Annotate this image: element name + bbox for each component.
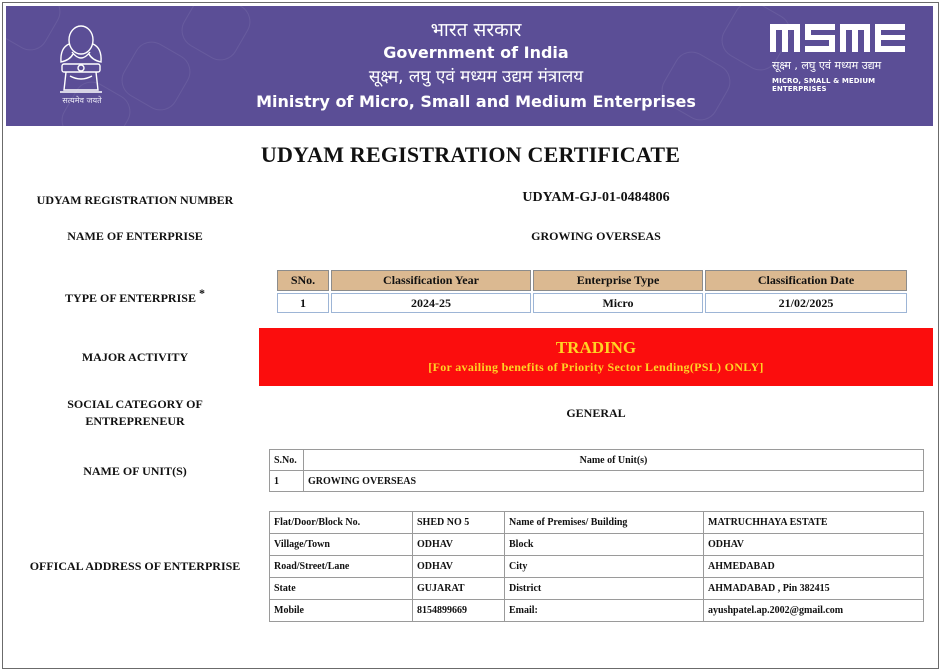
table-row [270,512,924,534]
col-units-sno: S.No. [270,450,304,471]
table-row [270,578,924,600]
classification-header-row [277,270,907,291]
col-units-name: Name of Unit(s) [304,450,924,471]
address-field-value: AHMADABAD , Pin 382415 [704,578,924,600]
major-activity-value: TRADING [555,338,637,357]
cell-unit-sno: 1 [270,471,304,492]
govt-of-india-title: Government of India [383,43,569,62]
address-field-value: MATRUCHHAYA ESTATE [704,512,924,534]
cell-classification-year: 2024-25 [331,293,531,313]
units-header-row [270,450,924,471]
address-label: OFFICAL ADDRESS OF ENTERPRISE [29,559,241,573]
type-asterisk: * [198,286,205,300]
address-field-label: Mobile [270,600,413,622]
type-of-enterprise-label [20,285,250,307]
address-field-value: 8154899669 [413,600,505,622]
major-activity-note: [For availing benefits of Priority Sector Lending(PSL) ONLY] [428,360,764,374]
address-field-label: Road/Street/Lane [270,556,413,578]
col-enterprise-type: Enterprise Type [533,270,703,291]
cell-enterprise-type: Micro [533,293,703,313]
banner-title [236,18,716,114]
table-row [270,534,924,556]
msme-logo-english: MICRO, SMALL & MEDIUM ENTERPRISES [772,77,876,93]
col-classification-year: Classification Year [331,270,531,291]
col-classification-date: Classification Date [705,270,907,291]
enterprise-name-label: NAME OF ENTERPRISE [67,229,203,243]
address-field-label: State [270,578,413,600]
social-category-label-line1: SOCIAL CATEGORY OF [67,397,203,411]
address-field-label: Flat/Door/Block No. [270,512,413,534]
registration-number: UDYAM-GJ-01-0484806 [522,190,670,205]
ministry-title: Ministry of Micro, Small and Medium Enterprises [256,92,696,111]
address-field-label: District [505,578,704,600]
table-row [270,471,924,492]
address-field-label: Name of Premises/ Building [505,512,704,534]
address-field-label: Block [505,534,704,556]
social-category-label-line2: ENTREPRENEUR [85,414,185,428]
header-banner [6,6,933,126]
social-category-value: GENERAL [566,406,626,420]
address-table [269,511,924,622]
enterprise-name: GROWING OVERSEAS [531,229,661,243]
address-field-label: City [505,556,704,578]
address-field-value: SHED NO 5 [413,512,505,534]
major-activity-label: MAJOR ACTIVITY [81,350,189,364]
address-field-value: ayushpatel.ap.2002@gmail.com [704,600,924,622]
hindi-govt-title: भारत सरकार [430,19,522,41]
address-field-label: Village/Town [270,534,413,556]
col-sno: SNo. [277,270,329,291]
type-of-enterprise-text: TYPE OF ENTERPRISE [65,291,196,305]
address-field-value: AHMEDABAD [704,556,924,578]
table-row [277,293,907,313]
cell-sno: 1 [277,293,329,313]
address-field-value: GUJARAT [413,578,505,600]
major-activity-box [259,328,933,386]
cell-classification-date: 21/02/2025 [705,293,907,313]
msme-logo-hindi: सूक्ष्म , लघु एवं मध्यम उद्यम [772,59,882,72]
address-field-value: ODHAV [413,556,505,578]
address-field-value: ODHAV [704,534,924,556]
hindi-ministry-title: सूक्ष्म, लघु एवं मध्यम उद्यम मंत्रालय [368,67,584,87]
classification-table [275,268,909,315]
units-table [269,449,924,492]
emblem-caption: सत्यमेव जयते [62,96,102,105]
registration-number-label: UDYAM REGISTRATION NUMBER [36,193,234,207]
msme-wordmark-icon [768,20,910,56]
address-field-label: Email: [505,600,704,622]
certificate-title: UDYAM REGISTRATION CERTIFICATE [260,142,681,167]
units-label: NAME OF UNIT(S) [83,464,187,478]
social-category-label [20,396,250,430]
table-row [270,556,924,578]
address-field-value: ODHAV [413,534,505,556]
table-row [270,600,924,622]
cell-unit-name: GROWING OVERSEAS [304,471,924,492]
msme-logo [768,20,918,93]
